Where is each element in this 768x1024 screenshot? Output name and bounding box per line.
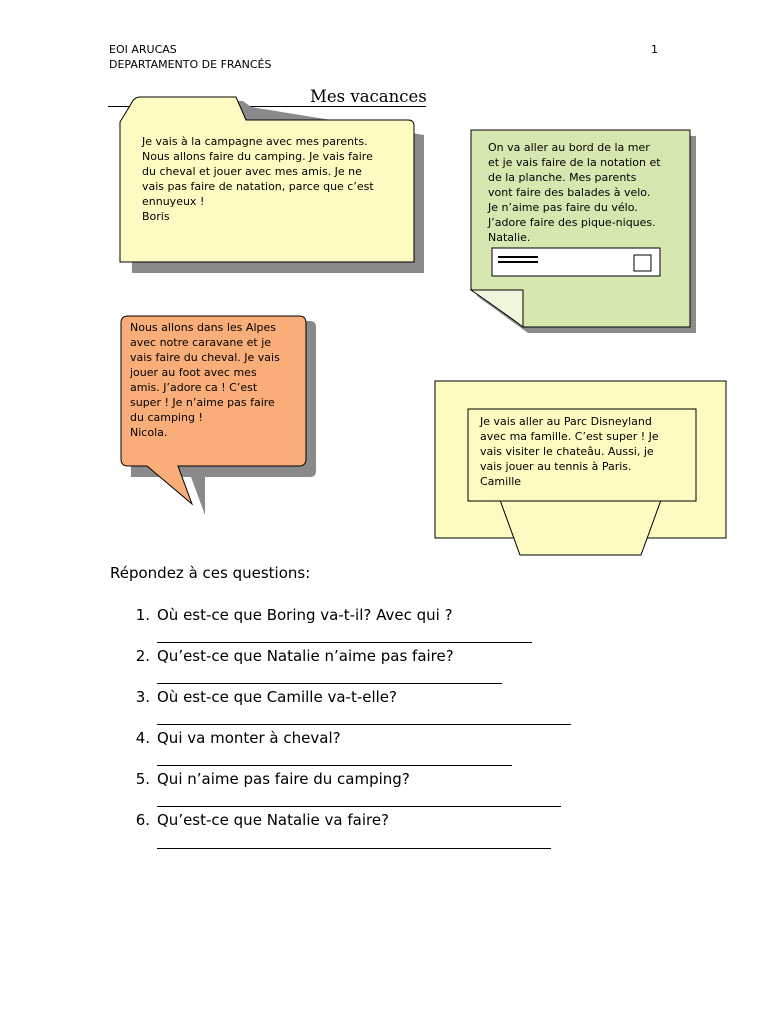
page-title: Mes vacances bbox=[310, 87, 427, 106]
answer-line[interactable] bbox=[157, 848, 551, 849]
questions-heading: Répondez à ces questions: bbox=[110, 564, 311, 582]
department-name: DEPARTAMENTO DE FRANCÉS bbox=[109, 58, 272, 71]
question-text: Qui n’aime pas faire du camping? bbox=[157, 770, 410, 788]
question-number: 3. bbox=[135, 688, 150, 706]
question-text: Qu’est-ce que Natalie va faire? bbox=[157, 811, 390, 829]
question-text: Qu’est-ce que Natalie n’aime pas faire? bbox=[157, 647, 454, 665]
question-number: 1. bbox=[135, 606, 150, 624]
question-text: Où est-ce que Boring va-t-il? Avec qui ? bbox=[157, 606, 453, 624]
answer-line[interactable] bbox=[157, 724, 571, 725]
question-number: 6. bbox=[135, 811, 150, 829]
answer-line[interactable] bbox=[157, 806, 561, 807]
natalie-note-text: On va aller au bord de la mer et je vais faire de la notation et de la planche. Mes parents vont faire des balades à velo. Je n’aime pas faire du vélo. J’adore faire des pique-niques. Natalie. bbox=[488, 141, 661, 244]
mini-window-graphic bbox=[492, 248, 660, 276]
question-number: 4. bbox=[135, 729, 150, 747]
nicola-note-text: Nous allons dans les Alpes avec notre caravane et je vais faire du cheval. Je vais jouer au foot avec mes amis. J’adore ca ! C’est super ! Je n’aime pas faire du camping ! Nicola. bbox=[130, 321, 280, 439]
school-name: EOI ARUCAS bbox=[109, 43, 177, 56]
answer-line[interactable] bbox=[157, 642, 532, 643]
answer-line[interactable] bbox=[157, 765, 512, 766]
question-text: Où est-ce que Camille va-t-elle? bbox=[157, 688, 397, 706]
camille-note-text: Je vais aller au Parc Disneyland avec ma famille. C’est super ! Je vais visiter le chateâu. Aussi, je vais jouer au tennis à Paris. Camille bbox=[480, 415, 659, 488]
boris-note-text: Je vais à la campagne avec mes parents. Nous allons faire du camping. Je vais faire du cheval et jouer avec mes amis. Je ne vais pas faire de natation, parce que c’est ennuyeux ! Boris bbox=[142, 135, 374, 223]
answer-line[interactable] bbox=[157, 683, 502, 684]
page-number: 1 bbox=[651, 43, 658, 56]
question-number: 2. bbox=[135, 647, 150, 665]
question-number: 5. bbox=[135, 770, 150, 788]
question-text: Qui va monter à cheval? bbox=[157, 729, 341, 747]
